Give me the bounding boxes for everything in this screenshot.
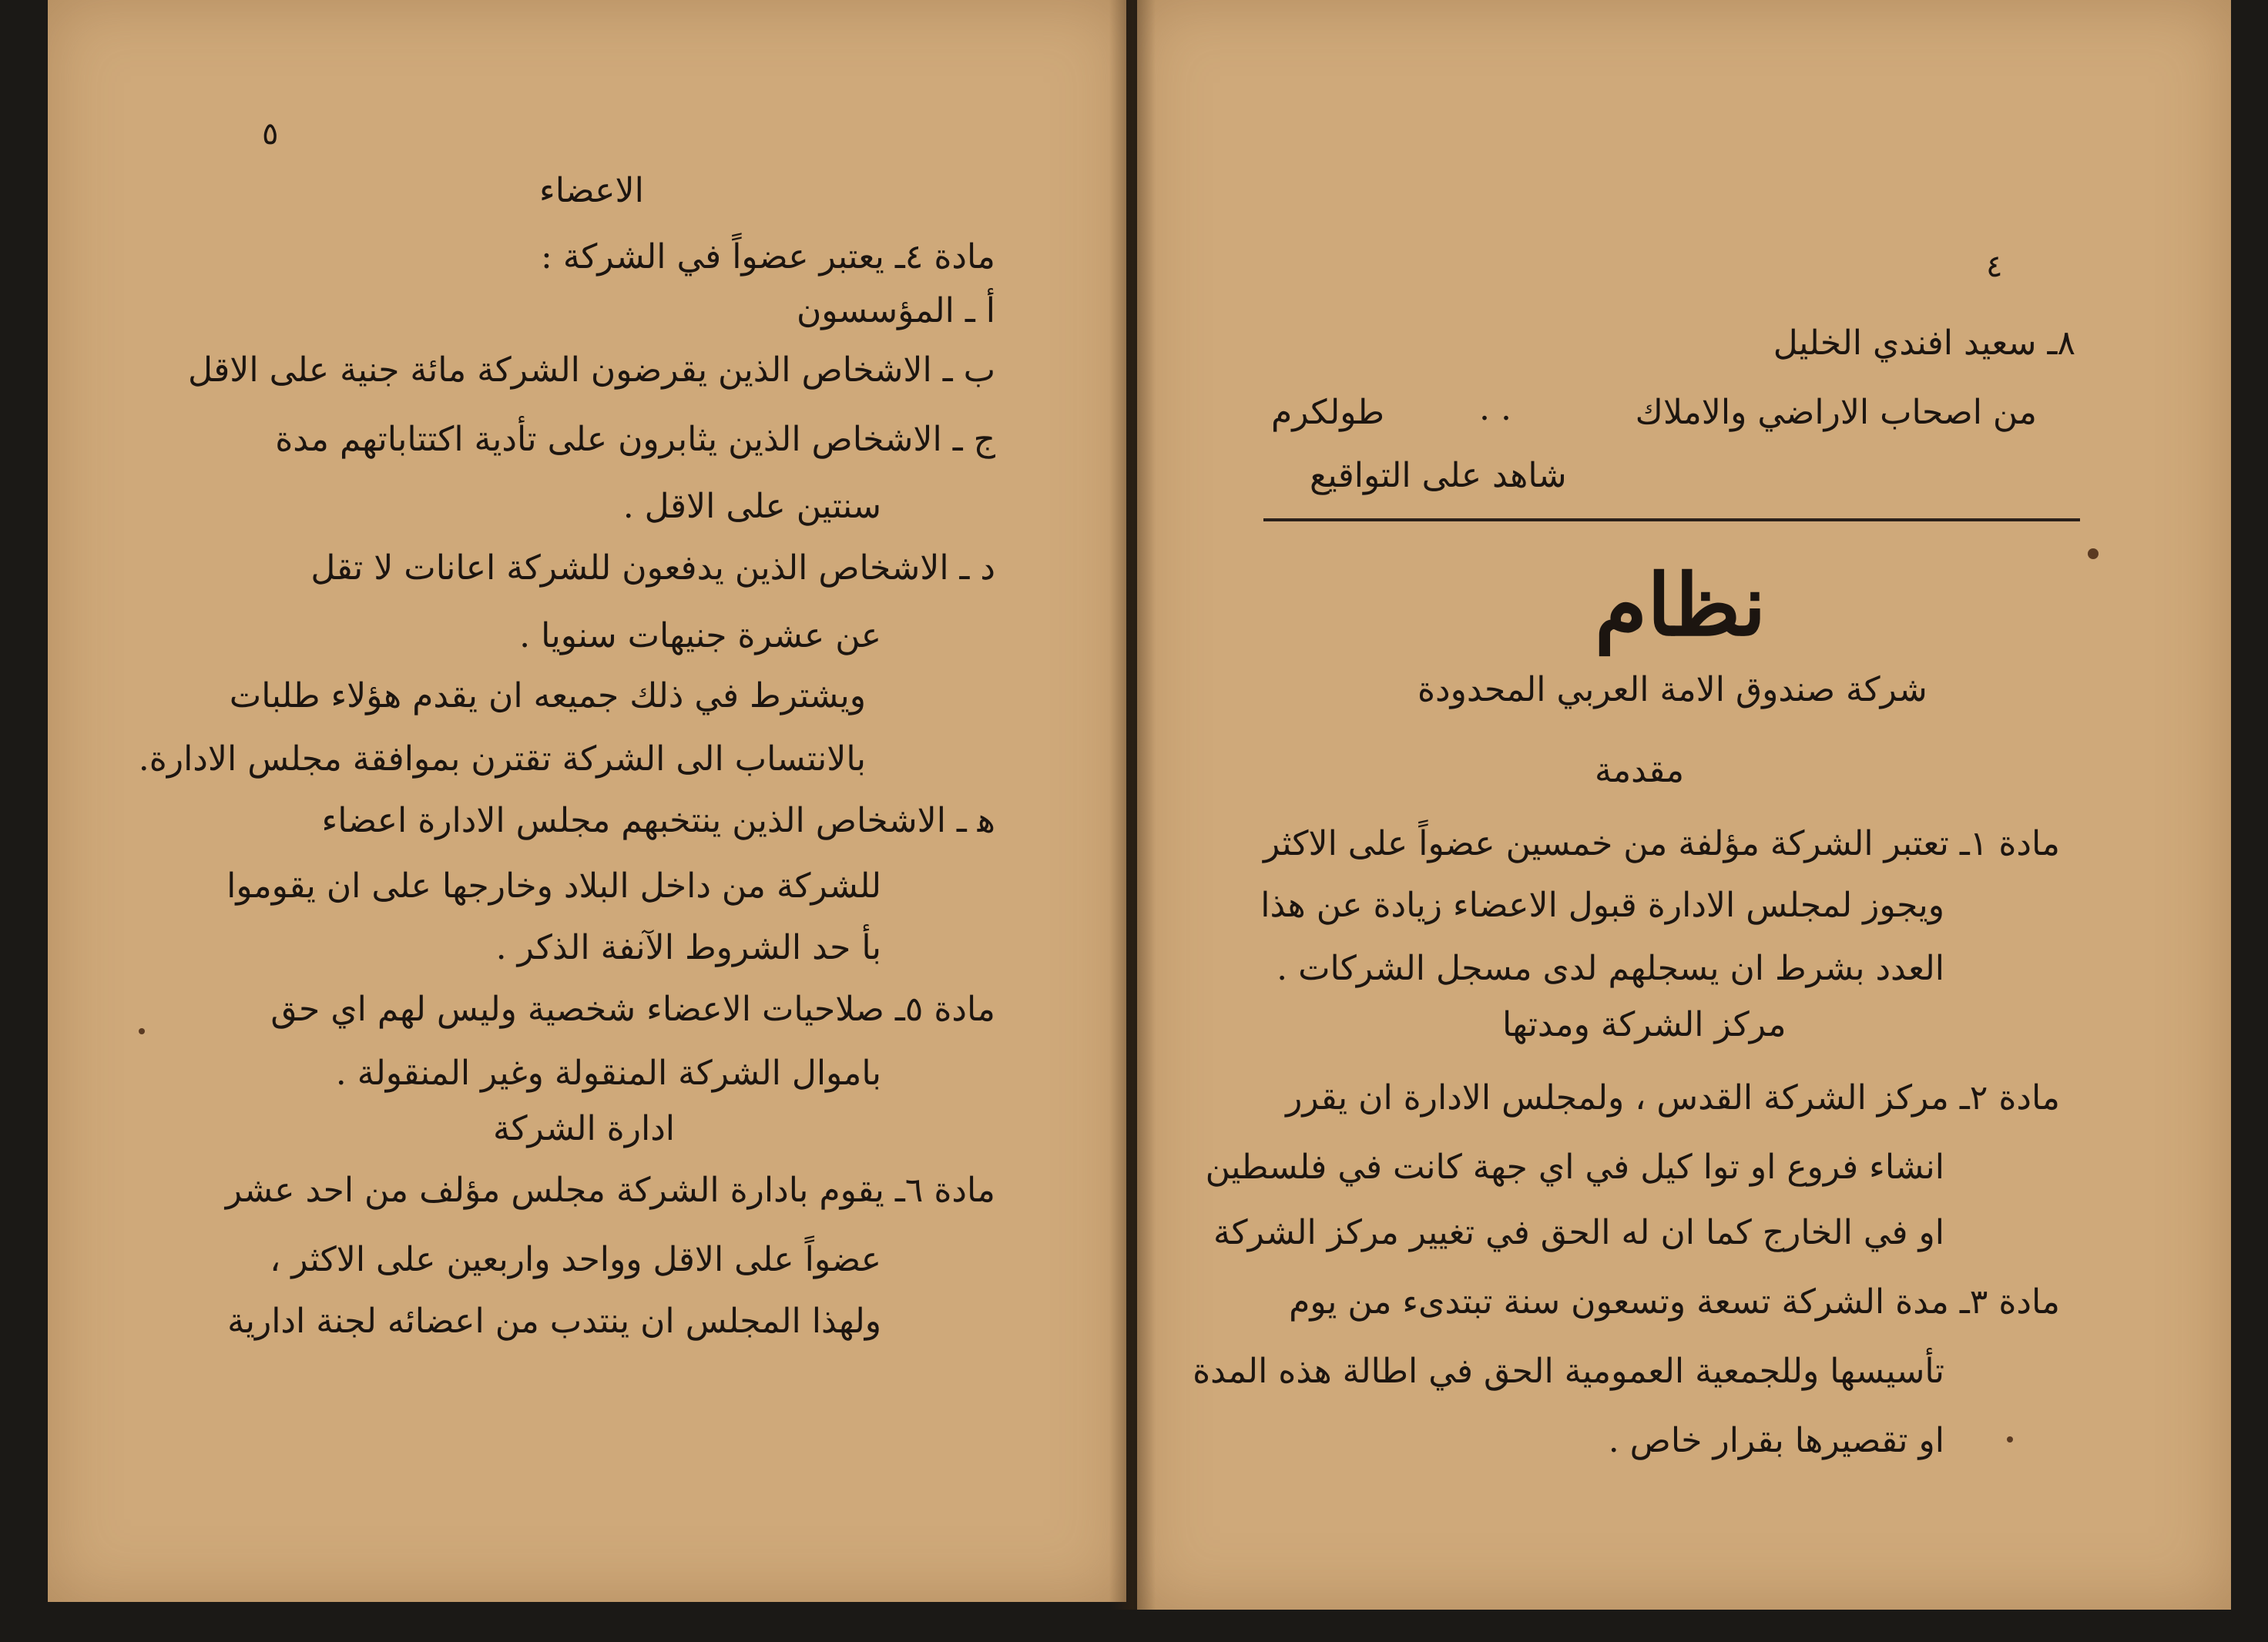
article-2-line2: انشاء فروع او توا كيل في اي جهة كانت في فلسطين <box>1205 1148 1944 1187</box>
article-6-line3: ولهذا المجلس ان ينتدب من اعضائه لجنة ادارية <box>227 1302 881 1341</box>
article-5-line2: باموال الشركة المنقولة وغير المنقولة . <box>335 1054 881 1093</box>
article-1-line1: مادة ١ـ تعتبر الشركة مؤلفة من خمسين عضواً على الاكثر <box>1263 824 2060 863</box>
article-3-line2: تأسيسها وللجمعية العمومية الحق في اطالة هذه المدة <box>1193 1352 1944 1391</box>
section-heading-headquarters: مركز الشركة ومدتها <box>1502 1005 1787 1044</box>
article-1-line3: العدد بشرط ان يسجلهم لدى مسجل الشركات . <box>1277 949 1944 988</box>
article-4-item-h-line1: ﻫ ـ الاشخاص الذين ينتخبهم مجلس الادارة اعضاء <box>321 801 995 840</box>
article-4-item-d-line1: د ـ الاشخاص الذين يدفعون للشركة اعانات لا تقل <box>310 548 995 588</box>
article-4-item-d-line2: عن عشرة جنيهات سنويا . <box>519 616 881 655</box>
article-4-item-c-line1: ج ـ الاشخاص الذين يثابرون على تأدية اكتتاباتهم مدة <box>275 420 995 459</box>
article-4-item-b: ب ـ الاشخاص الذين يقرضون الشركة مائة جنية على الاقل <box>187 350 995 390</box>
article-1-line2: ويجوز لمجلس الادارة قبول الاعضاء زيادة عن هذا <box>1260 886 1944 925</box>
book-gutter <box>1109 0 1156 1610</box>
paper-stain <box>2007 1436 2013 1443</box>
article-5-line1: مادة ٥ـ صلاحيات الاعضاء شخصية وليس لهم اي حق <box>270 990 995 1029</box>
article-4-condition-line2: بالانتساب الى الشركة تقترن بموافقة مجلس الادارة. <box>138 739 866 779</box>
signer-name: ٨ـ سعيد افندي الخليل <box>1773 323 2075 363</box>
article-4-item-h-line3: بأ حد الشروط الآنفة الذكر . <box>495 928 881 967</box>
right-page-number: ٤ <box>1986 249 2003 284</box>
company-name-subtitle: شركة صندوق الامة العربي المحدودة <box>1418 670 1927 709</box>
paper-stain <box>2088 548 2099 559</box>
article-4-heading: مادة ٤ـ يعتبر عضواً في الشركة : <box>541 237 995 276</box>
article-4-item-a: أ ـ المؤسسون <box>796 291 995 330</box>
section-heading-administration: ادارة الشركة <box>493 1109 676 1148</box>
article-2-line1: مادة ٢ـ مركز الشركة القدس ، ولمجلس الادارة ان يقرر <box>1286 1078 2060 1118</box>
article-2-line3: او في الخارج كما ان له الحق في تغيير مركز الشركة <box>1213 1213 1944 1252</box>
section-heading-introduction: مقدمة <box>1595 751 1685 790</box>
article-4-condition-line1: ويشترط في ذلك جميعه ان يقدم هؤلاء طلبات <box>229 676 866 715</box>
article-6-line2: عضواً على الاقل وواحد واربعين على الاكثر ، <box>270 1240 881 1279</box>
article-6-line1: مادة ٦ـ يقوم بادارة الشركة مجلس مؤلف من احد عشر <box>225 1171 995 1210</box>
article-4-item-c-line2: سنتين على الاقل . <box>622 487 881 526</box>
article-3-line1: مادة ٣ـ مدة الشركة تسعة وتسعون سنة تبتدىء من يوم <box>1289 1282 2060 1322</box>
paper-stain <box>139 1028 145 1034</box>
left-page-number: ٥ <box>262 116 279 152</box>
document-title: نظام <box>1595 555 1766 655</box>
signer-description: من اصحاب الاراضي والاملاك <box>1635 393 2037 432</box>
article-3-line3: او تقصيرها بقرار خاص . <box>1608 1421 1944 1460</box>
signer-dots: . . <box>1479 389 1511 428</box>
section-heading-members: الاعضاء <box>539 171 644 210</box>
horizontal-rule <box>1263 518 2080 521</box>
witness-note: شاهد على التواقيع <box>1310 456 1567 495</box>
signer-town: طولكرم <box>1271 393 1384 432</box>
article-4-item-h-line2: للشركة من داخل البلاد وخارجها على ان يقوموا <box>226 866 881 906</box>
